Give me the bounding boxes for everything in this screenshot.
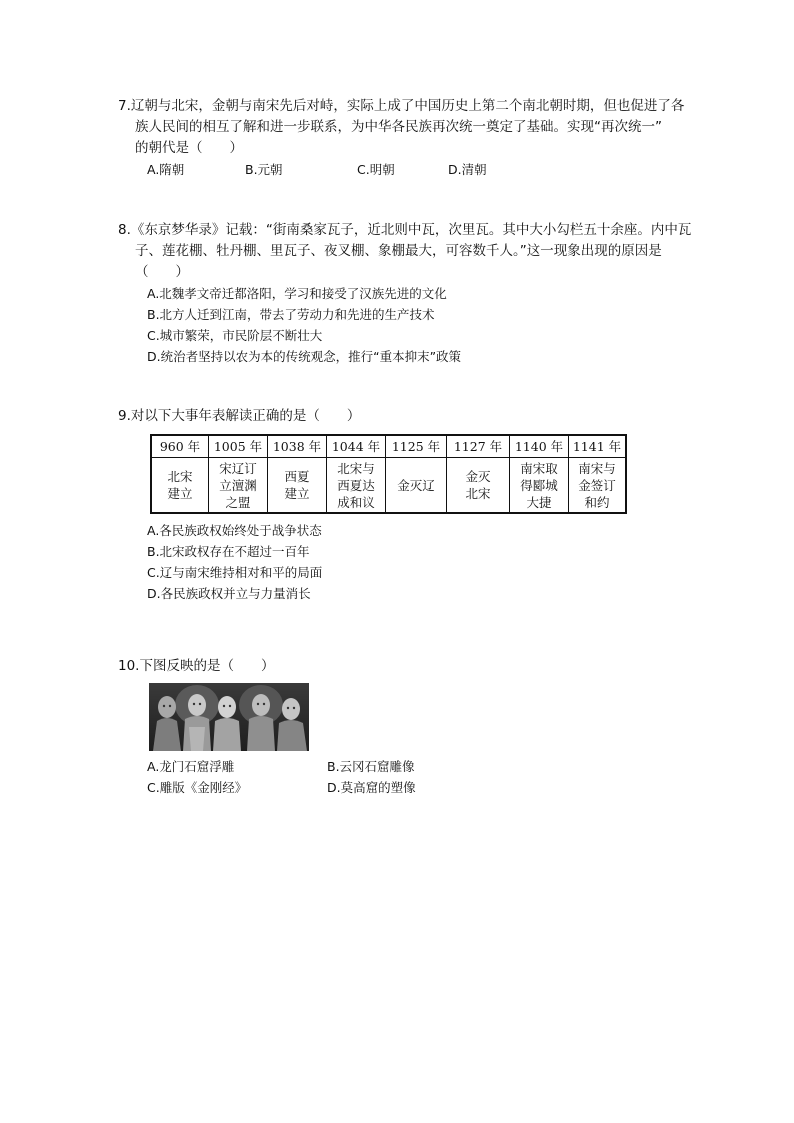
q7-stem-line-2: 族人民间的相互了解和进一步联系，为中华各民族再次统一奠定了基础。实现“再次统一” — [135, 119, 662, 135]
q7-option-d[interactable]: D.清朝 — [448, 162, 487, 177]
question-10 — [118, 656, 708, 798]
q7-option-b[interactable]: B.元朝 — [245, 162, 283, 177]
event-cell: 宋辽订 立澶渊 之盟 — [209, 458, 268, 514]
q10-stem: 10.下图反映的是（ ） — [118, 658, 275, 674]
event-cell: 金灭 北宋 — [447, 458, 510, 514]
q9-option-b[interactable]: B.北宋政权存在不超过一百年 — [147, 544, 310, 559]
event-cell: 金灭辽 — [386, 458, 447, 514]
year-cell: 1140 年 — [510, 435, 569, 458]
q9-stem: 9.对以下大事年表解读正确的是（ ） — [118, 408, 361, 424]
q10-option-b[interactable]: B.云冈石窟雕像 — [327, 759, 415, 774]
q8-option-c[interactable]: C.城市繁荣，市民阶层不断壮大 — [147, 328, 323, 343]
statues-image-icon — [149, 683, 309, 751]
question-7 — [118, 96, 708, 180]
q9-option-a[interactable]: A.各民族政权始终处于战争状态 — [147, 523, 322, 538]
question-9 — [118, 406, 708, 604]
q8-option-d[interactable]: D.统治者坚持以农为本的传统观念，推行“重本抑末”政策 — [147, 349, 462, 364]
event-cell: 南宋与 金签订 和约 — [569, 458, 627, 514]
year-cell: 1127 年 — [447, 435, 510, 458]
q10-options-row-2 — [118, 777, 708, 798]
question-8 — [118, 220, 708, 367]
q7-option-c[interactable]: C.明朝 — [357, 162, 395, 177]
year-cell: 960 年 — [151, 435, 209, 458]
q9-option-c[interactable]: C.辽与南宋维持相对和平的局面 — [147, 565, 323, 580]
year-cell: 1005 年 — [209, 435, 268, 458]
year-cell: 1044 年 — [327, 435, 386, 458]
q10-options-row-1 — [118, 756, 708, 777]
q8-option-a[interactable]: A.北魏孝文帝迁都洛阳，学习和接受了汉族先进的文化 — [147, 286, 447, 301]
event-cell: 北宋与 西夏达 成和议 — [327, 458, 386, 514]
year-cell: 1038 年 — [268, 435, 327, 458]
event-cell: 西夏 建立 — [268, 458, 327, 514]
q8-option-b[interactable]: B.北方人迁到江南，带去了劳动力和先进的生产技术 — [147, 307, 435, 322]
sculpture-photo — [149, 683, 309, 751]
q9-option-d[interactable]: D.各民族政权并立与力量消长 — [147, 586, 311, 601]
year-cell: 1125 年 — [386, 435, 447, 458]
event-cell: 南宋取 得郾城 大捷 — [510, 458, 569, 514]
q7-stem-line-1: 7.辽朝与北宋，金朝与南宋先后对峙，实际上成了中国历史上第二个南北朝时期，但也促进了各 — [118, 98, 685, 114]
q8-stem-line-1: 8.《东京梦华录》记载：“街南桑家瓦子，近北则中瓦，次里瓦。其中大小勾栏五十余座。内中瓦 — [118, 222, 692, 238]
q8-stem-line-3: （ ） — [135, 264, 189, 280]
q10-option-d[interactable]: D.莫高窟的塑像 — [327, 780, 416, 795]
event-cell: 北宋 建立 — [151, 458, 209, 514]
q7-stem-line-3: 的朝代是（ ） — [135, 140, 243, 156]
q8-stem-line-2: 子、莲花棚、牡丹棚、里瓦子、夜叉棚、象棚最大，可容数千人。”这一现象出现的原因是 — [135, 243, 662, 259]
q7-option-a[interactable]: A.隋朝 — [147, 162, 185, 177]
q7-options — [118, 159, 708, 180]
q10-option-a[interactable]: A.龙门石窟浮雕 — [147, 759, 235, 774]
q10-option-c[interactable]: C.雕版《金刚经》 — [147, 780, 248, 795]
year-cell: 1141 年 — [569, 435, 627, 458]
events-timeline-table — [150, 434, 627, 514]
